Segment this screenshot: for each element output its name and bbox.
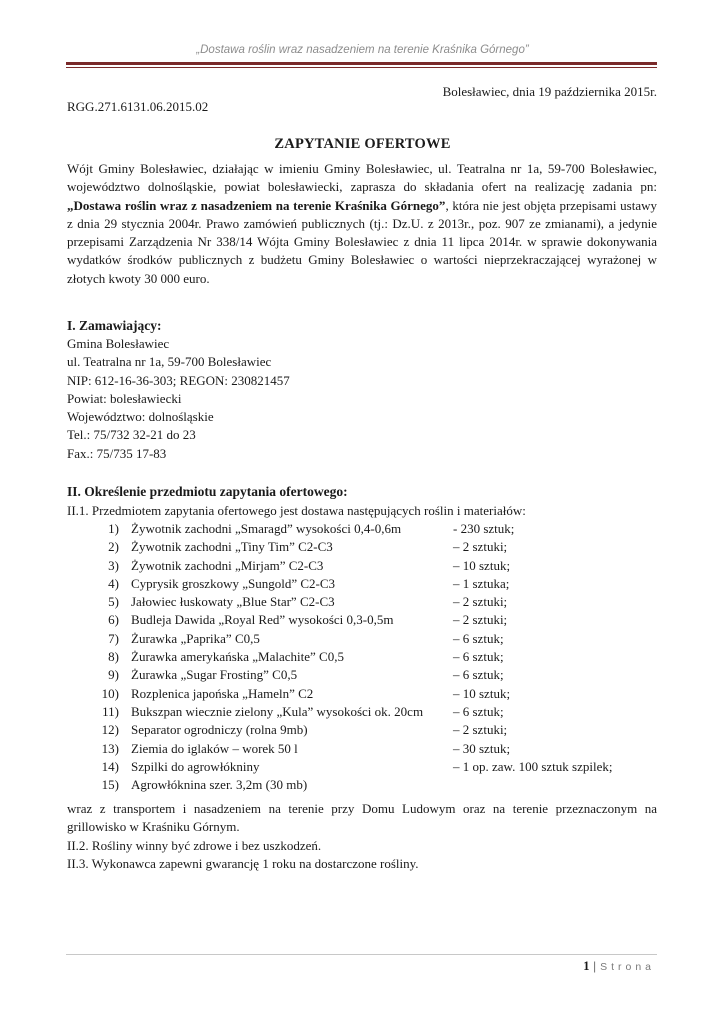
header-rule [66,62,657,65]
header-rule-thin [66,67,657,68]
list-item [67,740,657,758]
item-number: 7) [108,630,119,646]
item-quantity: – 10 sztuk; [453,557,511,573]
item-description: Rozplenica japońska „Hameln” C2 [131,685,314,701]
item-quantity: – 1 sztuka; [453,575,510,591]
page-label: Strona [600,961,655,973]
list-item [67,758,657,776]
section-2-intro [67,502,526,520]
item-number: 9) [108,667,119,683]
item-quantity: – 1 op. zaw. 100 sztuk szpilek; [453,758,613,774]
intro-text-1: Wójt Gminy Bolesławiec, działając w imieniu Gminy Bolesławiec, ul. Teatralna nr 1a, 59-700 Bolesławiec, województwo dolnośląskie, powiat bolesławiecki, zaprasza do składania ofert na realizację zadania pn: [67,161,657,195]
list-item [67,575,657,593]
document-title: ZAPYTANIE OFERTOWE [274,136,451,152]
orderer-line: ul. Teatralna nr 1a, 59-700 Bolesławiec [67,354,272,370]
item-number: 15) [101,777,119,793]
orderer-line: Fax.: 75/735 17-83 [67,445,167,461]
item-quantity: - 230 sztuk; [453,521,515,536]
list-item [67,776,657,794]
item-number: 6) [108,612,119,628]
item-quantity: – 2 sztuki; [453,722,508,738]
running-header: „Dostawa roślin wraz nasadzeniem na terenie Kraśnika Górnego” [196,44,529,56]
page-number: 1 [583,959,590,973]
item-quantity: – 2 sztuki; [453,612,508,628]
item-description: Żywotnik zachodni „Mirjam” C2-C3 [131,557,324,573]
reference-number: RGG.271.6131.06.2015.02 [67,99,209,114]
item-quantity: – 10 sztuk; [453,685,511,701]
item-number: 13) [101,740,119,756]
item-quantity: – 6 sztuk; [453,630,504,646]
list-item [67,520,657,538]
item-description: Bukszpan wiecznie zielony „Kula” wysokości ok. 20cm [131,703,424,719]
section-2-heading: II. Określenie przedmiotu zapytania ofertowego: [67,484,348,499]
page-footer [583,959,655,974]
footer-rule [66,954,657,955]
item-description: Żywotnik zachodni „Smaragd” wysokości 0,4-0,6m [131,521,402,536]
item-number: 14) [101,758,119,774]
item-number: 5) [108,594,119,610]
list-item [67,703,657,721]
point-2-text: II.2. Rośliny winny być zdrowe i bez uszkodzeń. [67,837,322,853]
item-number: 1) [108,521,119,536]
items-list [67,520,657,794]
item-quantity: – 6 sztuk; [453,667,504,683]
orderer-details [67,335,290,463]
item-quantity: – 2 sztuki; [453,539,508,555]
item-quantity: – 6 sztuk; [453,703,504,719]
item-description: Szpilki do agrowłókniny [131,758,260,774]
orderer-line: Powiat: bolesławiecki [67,390,182,406]
item-description: Jałowiec łuskowaty „Blue Star” C2-C3 [131,594,335,610]
list-item [67,630,657,648]
item-description: Separator ogrodniczy (rolna 9mb) [131,722,308,738]
section-1-heading: I. Zamawiający: [67,318,162,333]
item-number: 2) [108,539,119,555]
items-scope-text: wraz z transportem i nasadzeniem na terenie przy Domu Ludowym oraz na terenie przeznaczonym na grillowisko w Kraśniku Górnym. [67,801,657,835]
list-item [67,648,657,666]
item-description: Żurawka „Paprika” C0,5 [131,630,260,646]
item-number: 12) [101,722,119,738]
list-item [67,557,657,575]
item-description: Agrowłóknina szer. 3,2m (30 mb) [131,777,308,793]
item-quantity: – 2 sztuki; [453,594,508,610]
point-1-text: II.1. Przedmiotem zapytania ofertowego jest dostawa następujących roślin i materiałów: [67,503,526,518]
item-number: 11) [102,703,119,719]
list-item [67,685,657,703]
item-description: Żywotnik zachodni „Tiny Tim” C2-C3 [131,539,333,555]
item-number: 3) [108,557,119,573]
item-description: Żurawka amerykańska „Malachite” C0,5 [131,649,344,665]
item-quantity: – 30 sztuk; [453,740,511,756]
orderer-line: Gmina Bolesławiec [67,336,170,351]
task-name: „Dostawa roślin wraz z nasadzeniem na terenie Kraśnika Górnego” [67,197,446,213]
orderer-line: NIP: 612-16-36-303; REGON: 230821457 [67,372,290,388]
intro-text-2: , która nie jest objęta przepisami ustawy z dnia 29 stycznia 2004r. Prawo zamówień publicznych (tj.: Dz.U. z 2013r., poz. 907 ze zmianami), a jedynie przepisami Zarządzenia Nr 338/14 Wójta Gminy Bolesławiec z dnia 11 lipca 2014r. w sprawie dokonywania wydatków środków publicznych z budżetu Gminy Bolesławiec o wartości nieprzekraczającej wyrażonej w złotych kwoty 30 000 euro. [67,197,657,286]
item-number: 8) [108,649,119,665]
orderer-line: Tel.: 75/732 32-21 do 23 [67,427,196,443]
orderer-line: Województwo: dolnośląskie [67,409,214,425]
footer-separator: | [593,959,597,973]
item-number: 10) [101,685,119,701]
list-item [67,538,657,556]
item-description: Żurawka „Sugar Frosting” C0,5 [131,667,298,683]
item-description: Cyprysik groszkowy „Sungold” C2-C3 [131,575,336,591]
point-3-text: II.3. Wykonawca zapewni gwarancję 1 roku na dostarczone rośliny. [67,855,419,871]
section-2-closing [67,800,657,873]
list-item [67,666,657,684]
item-description: Ziemia do iglaków – worek 50 l [131,740,298,756]
item-description: Budleja Dawida „Royal Red” wysokości 0,3-0,5m [131,612,394,628]
list-item [67,721,657,739]
item-number: 4) [108,575,119,591]
list-item [67,593,657,611]
intro-paragraph [67,160,657,288]
list-item [67,611,657,629]
item-quantity: – 6 sztuk; [453,649,504,665]
date-line: Bolesławiec, dnia 19 października 2015r. [442,84,657,99]
